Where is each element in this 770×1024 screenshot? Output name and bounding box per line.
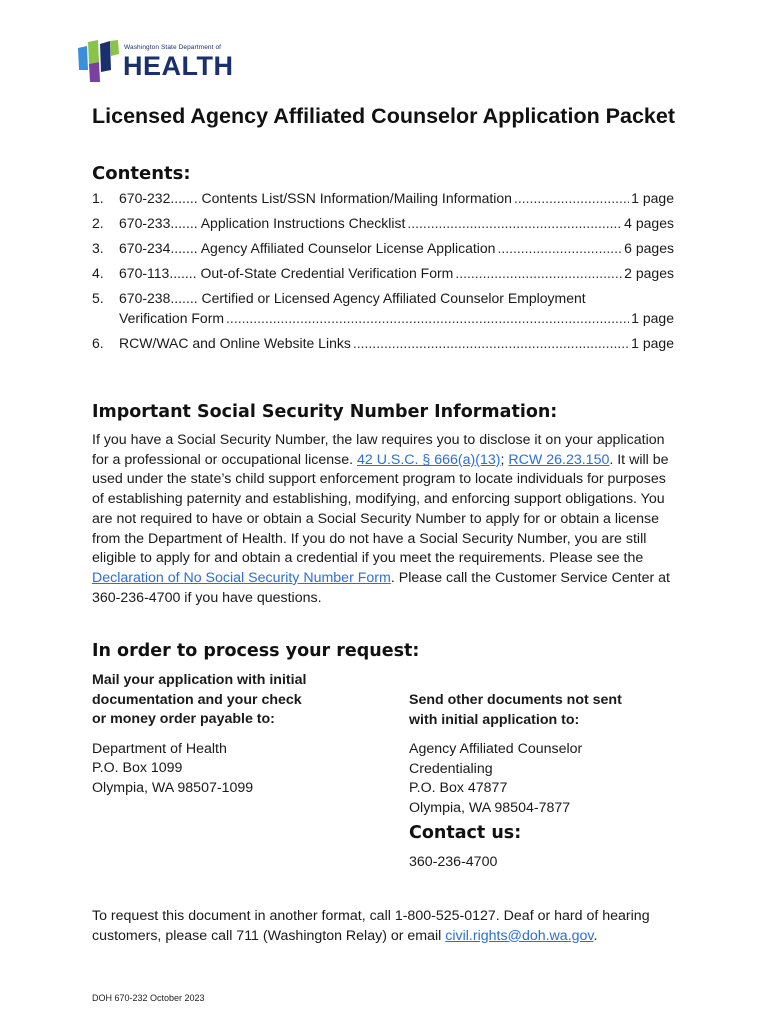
mail-address-line: Department of Health: [92, 740, 227, 757]
item-number: 1.: [92, 190, 104, 206]
list-item: [92, 290, 674, 306]
dot-leader: [497, 240, 622, 256]
other-docs-column: [409, 691, 709, 819]
process-heading: In order to process your request:: [92, 641, 420, 661]
list-item: [92, 215, 674, 231]
usc-link[interactable]: 42 U.S.C. § 666(a)(13): [356, 451, 501, 468]
ssn-text: . Please call the Customer Service Center at 360-236-4700 if you have questions.: [92, 569, 670, 606]
item-pages: 4 pages: [624, 215, 674, 231]
list-item-continuation: [92, 310, 674, 326]
list-item: [92, 265, 674, 281]
ssn-text: If you have a Social Security Number, the law requires you to disclose it on your application for a professional or occupational license.: [92, 432, 665, 468]
other-address-line: Credentialing: [409, 760, 493, 777]
item-pages: 1 page: [631, 335, 674, 351]
civil-rights-email-link[interactable]: civil.rights@doh.wa.gov: [445, 927, 594, 944]
item-title: 670-232....... Contents List/SSN Information/Mailing Information: [119, 190, 512, 206]
ssn-text: . It will be used under the state’s child support enforcement program to locate individuals for purposes of establishing paternity and establishing, modifying, and enforcing support obligations. You are not required to have or obtain a Social Security Number to apply for or obtain a license from the Department of Health. If you do not have a Social Security Number, you are still eligible to apply for and obtain a credential if you meet the requirements. Please see the: [92, 451, 669, 567]
item-pages: 2 pages: [624, 265, 674, 281]
mail-address-line: P.O. Box 1099: [92, 760, 183, 777]
item-number: 3.: [92, 240, 104, 256]
rcw-link[interactable]: RCW 26.23.150: [508, 451, 610, 468]
item-pages: 6 pages: [624, 240, 674, 256]
ssn-separator: ;: [500, 451, 509, 468]
item-pages: 1 page: [631, 190, 674, 206]
item-title-continued: Verification Form: [119, 310, 225, 326]
item-title: 670-234....... Agency Affiliated Counselor License Application: [119, 240, 496, 256]
page-title: Licensed Agency Affiliated Counselor Application Packet: [92, 104, 676, 128]
accessibility-paragraph: [92, 907, 652, 946]
doh-logo: [76, 36, 234, 84]
list-item: [92, 335, 674, 351]
accessibility-text: To request this document in another format, call 1-800-525-0127. Deaf or hard of hearing customers, please call 711 (Washington Relay) or email: [92, 908, 650, 944]
item-title: 670-233....... Application Instructions Checklist: [119, 215, 406, 231]
contact-heading: Contact us:: [409, 823, 522, 843]
list-item: [92, 240, 674, 256]
logo-mark-icon: [76, 36, 122, 84]
mail-column: [92, 671, 392, 799]
dot-leader: [226, 310, 629, 326]
mail-label: or money order payable to:: [92, 711, 275, 728]
accessibility-end: .: [593, 927, 598, 944]
mail-label: Mail your application with initial: [92, 672, 307, 688]
item-number: 4.: [92, 265, 104, 281]
declaration-form-link[interactable]: Declaration of No Social Security Number Form: [92, 569, 391, 586]
other-docs-label: with initial application to:: [409, 711, 580, 728]
item-title: 670-113....... Out-of-State Credential Verification Form: [119, 265, 454, 281]
item-number: 5.: [92, 290, 104, 306]
list-item: [92, 190, 674, 206]
item-pages: 1 page: [631, 310, 674, 326]
mail-address-line: Olympia, WA 98507-1099: [92, 779, 254, 796]
document-footer: DOH 670-232 October 2023: [92, 993, 205, 1003]
other-address-line: Olympia, WA 98504-7877: [409, 799, 571, 816]
contents-list: [92, 190, 674, 351]
other-docs-label: Send other documents not sent: [409, 692, 622, 708]
other-address-line: P.O. Box 47877: [409, 780, 508, 797]
dot-leader: [407, 215, 622, 231]
dot-leader: [514, 190, 629, 206]
logo-agency-big: HEALTH: [123, 51, 234, 81]
logo-agency-small: Washington State Department of: [124, 44, 222, 51]
dot-leader: [353, 335, 629, 351]
other-address-line: Agency Affiliated Counselor: [409, 741, 583, 758]
contact-phone: 360-236-4700: [409, 854, 498, 870]
item-title: 670-238....... Certified or Licensed Agency Affiliated Counselor Employment: [119, 290, 586, 306]
contents-heading: Contents:: [92, 163, 191, 184]
item-number: 2.: [92, 215, 104, 231]
item-number: 6.: [92, 335, 104, 351]
dot-leader: [455, 265, 622, 281]
item-title: RCW/WAC and Online Website Links: [119, 335, 351, 351]
ssn-heading: Important Social Security Number Information:: [92, 402, 558, 422]
mail-label: documentation and your check: [92, 691, 302, 708]
ssn-paragraph: [92, 431, 678, 608]
